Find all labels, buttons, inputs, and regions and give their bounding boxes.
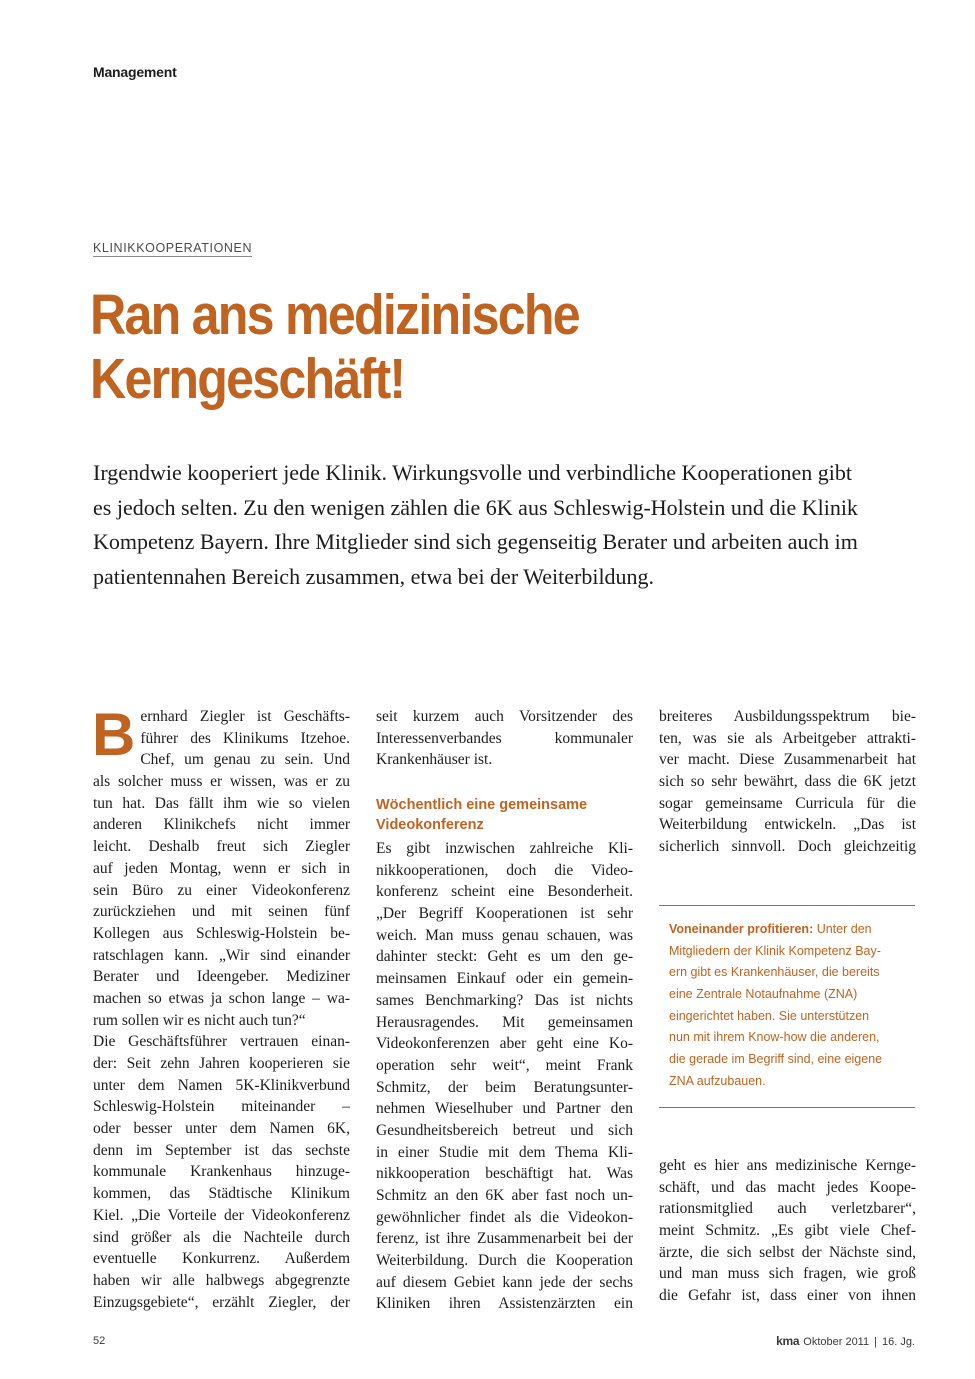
- text-line: nikkooperation beschäftigt hat. Was: [376, 1165, 633, 1183]
- kicker: KLINIKKOOPERATIONEN: [93, 241, 253, 255]
- text-line: als solcher muss er wissen, was er zu: [93, 773, 350, 791]
- column-2-top: [376, 706, 633, 771]
- text-line: der: Seit zehn Jahren kooperieren sie: [93, 1055, 350, 1072]
- info-box-text: Unter den: [813, 922, 872, 936]
- text-line: haben wir alle halbwegs abgegrenzte: [93, 1271, 350, 1289]
- text-line: auf diesem Gebiet kann jede der sechs: [376, 1273, 633, 1291]
- intro-line: Kompetenz Bayern. Ihre Mitglieder sind sich gegenseitig Berater und arbeiten auch im: [93, 529, 858, 554]
- text-line: Gesundheitsbereich betreut und sich: [376, 1121, 633, 1139]
- text-line: konferenz scheint eine Besonderheit.: [376, 883, 633, 901]
- info-box-line: ern gibt es Krankenhäuser, die bereits: [669, 965, 880, 980]
- text-line: Weiterbildung. Durch die Kooperation: [376, 1252, 633, 1270]
- text-line: rum sollen wir es nicht auch tun?“: [93, 1011, 306, 1029]
- volume: 16. Jg.: [881, 1336, 915, 1348]
- headline: [90, 283, 794, 411]
- text-line: ernhard Ziegler ist Geschäfts-: [140, 708, 350, 725]
- headline-line: Kerngeschäft!: [90, 347, 405, 411]
- text-line: und man muss sich fragen, wie groß: [659, 1265, 916, 1283]
- info-box-line: Mitgliedern der Klinik Kompetenz Bay-: [669, 943, 881, 958]
- text-line: oder besser unter dem Namen 6K,: [93, 1120, 350, 1138]
- column-2-body: [376, 838, 633, 1315]
- text-line: ver macht. Diese Zusammenarbeit hat: [659, 751, 916, 769]
- text-line: eventuelle Konkurrenz. Außerdem: [93, 1250, 350, 1268]
- text-line: auf jeden Montag, wenn er sich in: [93, 859, 350, 877]
- text-line: Chef, um genau zu sein. Und: [140, 751, 350, 769]
- text-line: Videokonferenzen aber geht eine Ko-: [376, 1035, 633, 1053]
- text-line: Einzugsgebiete“, erzählt Ziegler, der: [93, 1293, 350, 1311]
- text-line: sogar gemeinsame Curricula für die: [659, 794, 916, 812]
- text-line: Kiel. „Die Vorteile der Videokonferenz: [93, 1206, 350, 1224]
- text-line: kommen, das Städtische Klinikum: [93, 1185, 350, 1203]
- text-line: geht es hier ans medizinische Kernge-: [659, 1157, 916, 1174]
- text-line: sames Benchmarking? Das ist nichts: [376, 991, 633, 1009]
- text-line: operation sehr weit“, meint Frank: [376, 1056, 633, 1074]
- text-line: „Der Begriff Kooperationen ist sehr: [376, 905, 633, 923]
- text-line: Interessenverbandes kommunaler: [376, 729, 633, 747]
- text-line: nehmen Wieselhuber und Partner den: [376, 1100, 633, 1118]
- text-line: meinsamen Einkauf oder ein gemein-: [376, 970, 633, 988]
- text-line: Herausragendes. Mit gemeinsamen: [376, 1013, 633, 1031]
- text-line: Schleswig-Holstein miteinander –: [93, 1098, 350, 1116]
- footer-info: [776, 1334, 915, 1348]
- text-line: ten, was sie als Arbeitgeber attrakti-: [659, 729, 916, 747]
- info-box-line: die gerade im Begriff sind, eine eigene: [669, 1052, 883, 1067]
- text-line: gewöhnlicher findet als die Videokon-: [376, 1208, 633, 1226]
- info-box-line: nun mit ihrem Know-how die anderen,: [669, 1030, 880, 1045]
- text-line: rationsmitglied auch verletzbarer“,: [659, 1200, 916, 1218]
- text-line: Es gibt inzwischen zahlreiche Kli-: [376, 840, 633, 857]
- text-line: nikkooperationen, doch die Video-: [376, 861, 633, 879]
- text-line: führer des Klinikums Itzehoe.: [140, 729, 350, 747]
- text-line: sich so sehr bewährt, dass die 6K jetzt: [659, 773, 916, 791]
- intro-paragraph: [93, 456, 893, 594]
- info-box-line: eingerichtet haben. Sie unterstützen: [669, 1008, 870, 1023]
- text-line: in einer Studie mit dem Thema Kli-: [376, 1143, 633, 1161]
- intro-line: patientennahen Bereich zusammen, etwa bei der Weiterbildung.: [93, 563, 655, 589]
- footer-separator: |: [874, 1336, 877, 1348]
- column-1: [92, 701, 350, 1313]
- text-line: ferenz, ist ihre Zusammenarbeit bei der: [376, 1230, 633, 1248]
- text-line: leicht. Deshalb freut sich Ziegler: [93, 838, 350, 856]
- text-line: Die Geschäftsführer vertrauen einan-: [93, 1033, 350, 1051]
- column-3-bottom: [659, 1155, 916, 1307]
- text-line: Berater und Ideengeber. Mediziner: [93, 968, 350, 986]
- drop-cap: B: [92, 701, 136, 768]
- text-line: anderen Klinikchefs nicht immer: [93, 816, 350, 834]
- intro-line: Irgendwie kooperiert jede Klinik. Wirkungsvolle und verbindliche Kooperationen gibt: [93, 460, 852, 485]
- issue-date: Oktober 2011: [803, 1336, 870, 1348]
- text-line: schäft, und das macht jedes Koope-: [659, 1178, 916, 1196]
- subheading-line: Wöchentlich eine gemeinsame: [376, 797, 588, 813]
- intro-line: es jedoch selten. Zu den wenigen zählen die 6K aus Schleswig-Holstein und die Klinik: [93, 494, 858, 520]
- text-line: breiteres Ausbildungsspektrum bie-: [659, 708, 916, 725]
- headline-line: Ran ans medizinische: [90, 283, 579, 347]
- text-line: unter dem Namen 5K-Klinikverbund: [93, 1076, 350, 1094]
- text-line: Kollegen aus Schleswig-Holstein be-: [93, 924, 350, 942]
- text-line: ärzte, die sich selbst der Nächste sind,: [659, 1243, 916, 1261]
- text-line: sicherlich sinnvoll. Doch gleichzeitig: [659, 838, 916, 856]
- text-line: kommunale Krankenhaus hinzuge-: [93, 1163, 350, 1181]
- page-number: 52: [93, 1335, 106, 1347]
- text-line: die Gefahr ist, dass einer von ihnen: [659, 1287, 916, 1305]
- text-line: machen so etwas ja schon lange – wa-: [93, 989, 350, 1007]
- info-box: [659, 905, 915, 1108]
- text-line: Kliniken ihren Assistenzärzten ein: [376, 1295, 633, 1313]
- text-line: Schmitz an den 6K aber fast noch un-: [376, 1187, 633, 1204]
- text-line: sind größer als die Nachteile durch: [93, 1228, 350, 1246]
- text-line: weich. Man muss genau schauen, was: [376, 926, 633, 944]
- info-box-first-line: [669, 919, 915, 941]
- text-line: meint Schmitz. „Es gibt viele Chef-: [659, 1222, 916, 1240]
- info-box-line: ZNA aufzubauen.: [669, 1073, 766, 1088]
- text-line: Weiterbildung entwickeln. „Das ist: [659, 816, 916, 834]
- subheading-line: Videokonferenz: [376, 816, 484, 833]
- text-line: Krankenhäuser ist.: [376, 751, 493, 769]
- brand-logo: kma: [776, 1334, 800, 1348]
- text-line: zurückziehen und mit seinen fünf: [93, 903, 350, 921]
- text-line: denn im September ist das sechste: [93, 1141, 350, 1159]
- text-line: Schmitz, der beim Beratungsunter-: [376, 1078, 633, 1096]
- info-box-line: eine Zentrale Notaufnahme (ZNA): [669, 987, 858, 1002]
- section-label: Management: [93, 64, 177, 80]
- subheading: [376, 796, 633, 835]
- text-line: sein Büro zu einer Videokonferenz: [93, 881, 350, 899]
- text-line: ratschlagen kann. „Wir sind einander: [93, 946, 350, 964]
- info-box-lead: Voneinander profitieren:: [669, 922, 814, 936]
- text-line: dahinter steckt: Geht es um den ge-: [376, 948, 633, 966]
- column-3-top: [659, 706, 916, 858]
- text-line: seit kurzem auch Vorsitzender des: [376, 708, 633, 725]
- text-line: tun hat. Das fällt ihm wie so vielen: [93, 794, 350, 812]
